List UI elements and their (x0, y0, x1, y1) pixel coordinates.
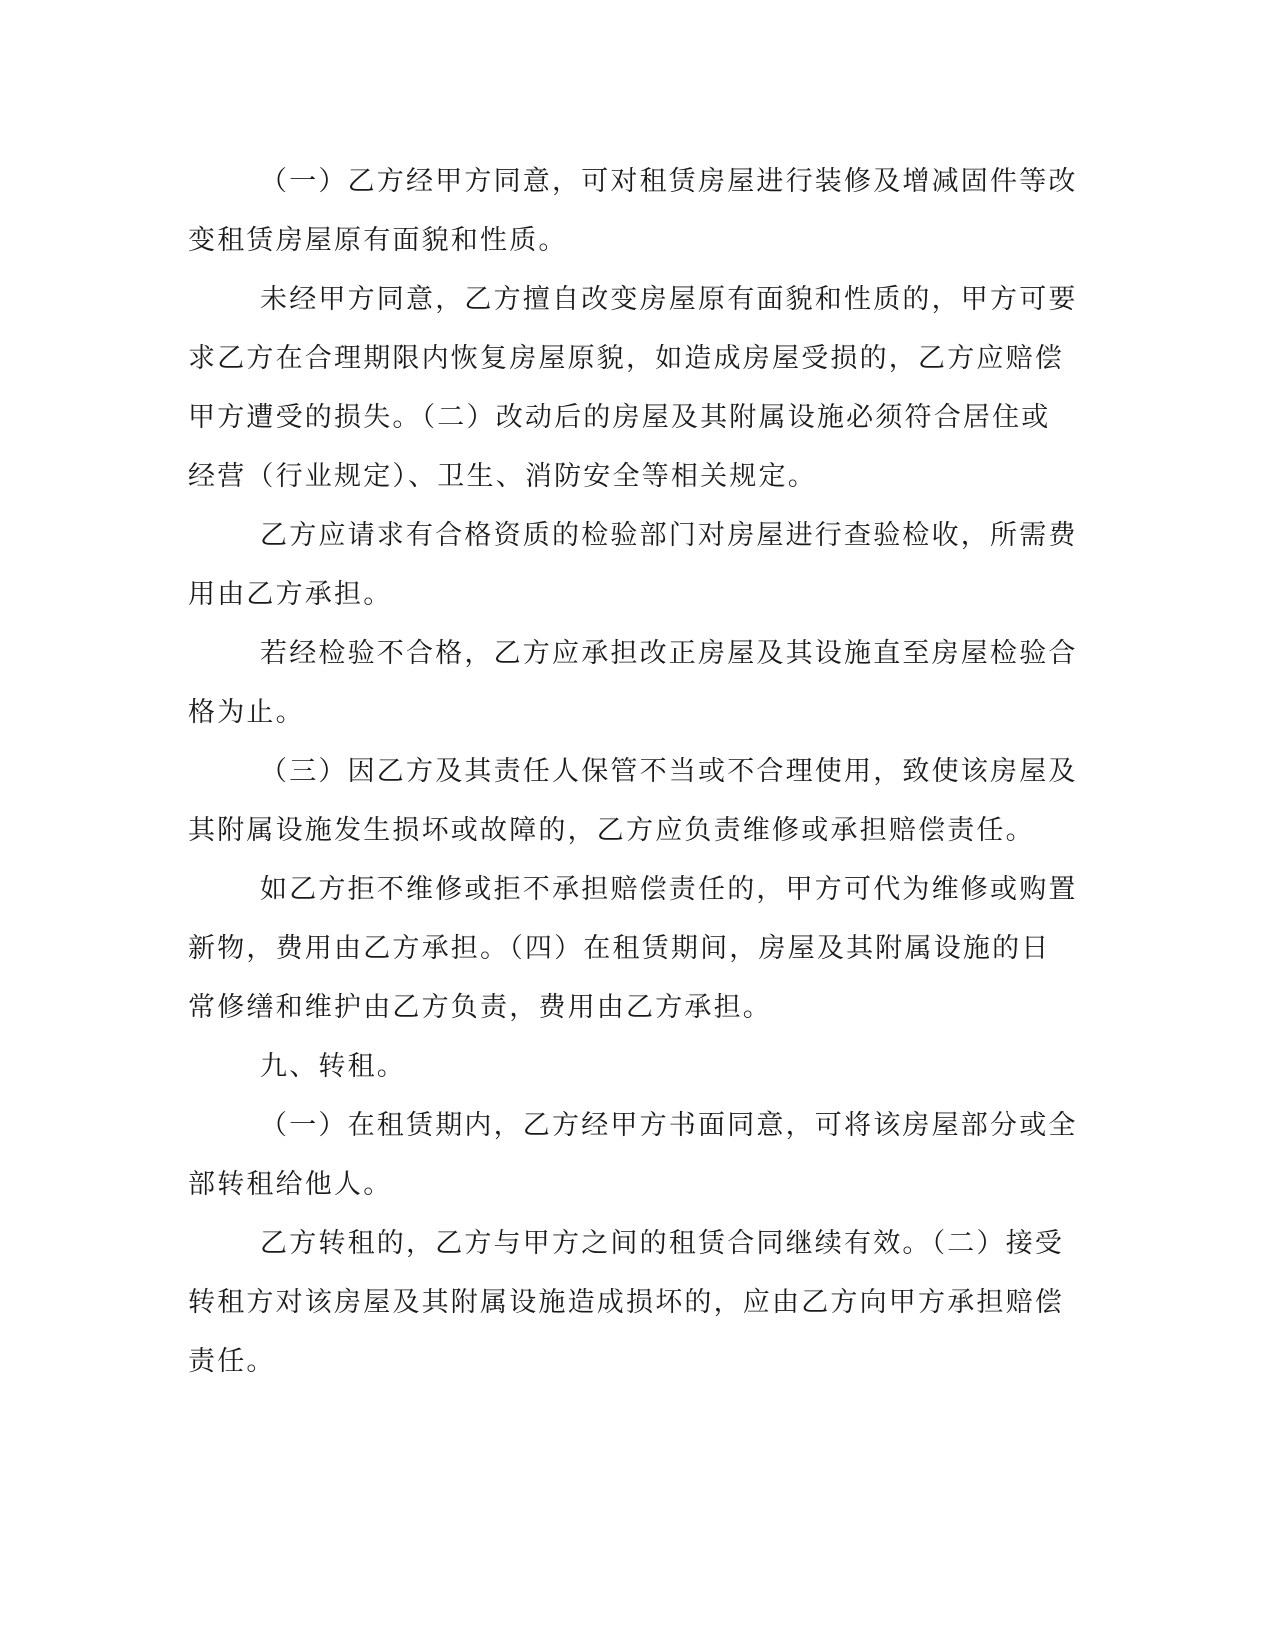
text-line: （一）在租赁期内，乙方经甲方书面同意，可将该房屋部分或全 (260, 1110, 1078, 1141)
section-heading: 九、转租。 (260, 1051, 406, 1082)
text-line: 其附属设施发生损坏或故障的，乙方应负责维修或承担赔偿责任。 (188, 815, 1035, 846)
text-line: 用由乙方承担。 (188, 579, 393, 610)
text-line: （一）乙方经甲方同意，可对租赁房屋进行装修及增减固件等改 (260, 166, 1078, 197)
text-line: 经营（行业规定）、卫生、消防安全等相关规定。 (188, 461, 817, 492)
text-line: 新物，费用由乙方承担。（四）在租赁期间，房屋及其附属设施的日 (188, 933, 1051, 964)
text-line: 乙方应请求有合格资质的检验部门对房屋进行查验检收，所需费 (260, 520, 1078, 551)
text-line: 求乙方在合理期限内恢复房屋原貌，如造成房屋受损的，乙方应赔偿 (188, 343, 1064, 374)
text-line: 部转租给他人。 (188, 1169, 393, 1200)
text-line: 变租赁房屋原有面貌和性质。 (188, 225, 568, 256)
text-line: 乙方转租的，乙方与甲方之间的租赁合同继续有效。（二）接受 (260, 1228, 1065, 1259)
text-line: （三）因乙方及其责任人保管不当或不合理使用，致使该房屋及 (260, 756, 1078, 787)
text-line: 未经甲方同意，乙方擅自改变房屋原有面貌和性质的，甲方可要 (260, 284, 1078, 315)
text-line: 责任。 (188, 1346, 276, 1377)
text-line: 如乙方拒不维修或拒不承担赔偿责任的，甲方可代为维修或购置 (260, 874, 1078, 905)
text-line: 若经检验不合格，乙方应承担改正房屋及其设施直至房屋检验合 (260, 638, 1078, 669)
text-line: 格为止。 (188, 697, 305, 728)
text-line: 转租方对该房屋及其附属设施造成损坏的，应由乙方向甲方承担赔偿 (188, 1287, 1064, 1318)
text-line: 甲方遭受的损失。（二）改动后的房屋及其附属设施必须符合居住或 (188, 402, 1051, 433)
text-line: 常修缮和维护由乙方负责，费用由乙方承担。 (188, 992, 772, 1023)
